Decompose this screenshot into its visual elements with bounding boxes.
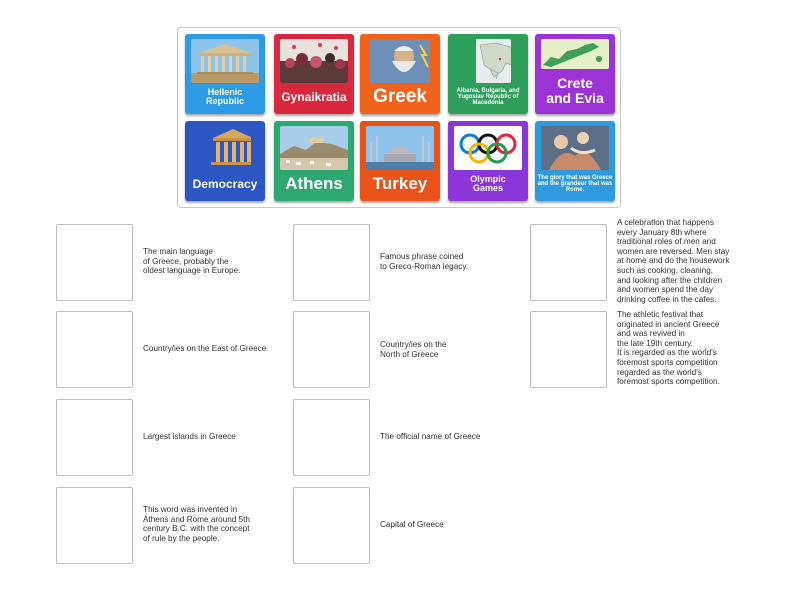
democracy-image — [199, 126, 251, 170]
card-label: Athens — [285, 174, 343, 194]
card-greek[interactable] — [360, 34, 440, 114]
clue-democracy-word: This word was invented in Athens and Rome around 5th century B.C. with the concept of rule by the people. — [143, 505, 250, 543]
map-image — [465, 39, 511, 83]
zeus-image — [370, 39, 430, 83]
clue-main-language: The main language of Greece, probably the oldest language in Europe. — [143, 247, 241, 276]
clue-official-name: The official name of Greece — [380, 432, 481, 441]
card-turkey[interactable] — [360, 121, 440, 201]
clue-gynaikratia-celebration: A celebration that happens every January 8th where traditional roles of men and women are reversed. Men stay at home and do the housework such as cooking, cleaning, and looking after the children and women spend the day drinking coffee in the cafes. — [617, 218, 730, 304]
card-label: Greek — [373, 86, 427, 108]
painting-image — [541, 126, 609, 170]
card-label: Turkey — [372, 174, 428, 194]
card-label: Olympic Games — [470, 173, 506, 193]
card-label: Gynaikratia — [281, 89, 347, 104]
drop-slot-6[interactable] — [293, 311, 370, 388]
card-label: Albania, Bulgaria, and Yugoslav Republic of Macedonia — [456, 87, 520, 107]
clue-athletic-festival: The athletic festival that originated in ancient Greece and was revived in the late 19th century. It is regarded as the world's foremost sports competition regarded as the world's foremost sports competition. — [617, 310, 720, 387]
card-glory-of-greece[interactable] — [535, 121, 615, 201]
drop-slot-4[interactable] — [56, 487, 133, 564]
drop-slot-3[interactable] — [56, 399, 133, 476]
island-map-image — [541, 39, 609, 69]
card-athens[interactable] — [274, 121, 354, 201]
clue-famous-phrase: Famous phrase coined to Greco-Roman legacy. — [380, 252, 469, 271]
card-label: Democracy — [192, 176, 258, 191]
crowd-image — [280, 39, 348, 83]
card-crete-evia[interactable] — [535, 34, 615, 114]
mosque-image — [366, 126, 434, 170]
card-label: The glory that was Greece and the grandeur that was Rome. — [537, 174, 613, 194]
clue-capital: Capital of Greece — [380, 520, 444, 529]
card-democracy[interactable] — [185, 121, 265, 201]
card-olympic-games[interactable] — [448, 121, 528, 201]
drop-slot-9[interactable] — [530, 224, 607, 301]
card-albania-bulgaria[interactable] — [448, 34, 528, 114]
clue-largest-islands: Largest islands in Greece — [143, 432, 236, 441]
card-label: Hellenic Republic — [205, 86, 244, 106]
drop-slot-7[interactable] — [293, 399, 370, 476]
drop-slot-10[interactable] — [530, 311, 607, 388]
athens-image — [280, 126, 348, 170]
drop-slot-5[interactable] — [293, 224, 370, 301]
drop-slot-8[interactable] — [293, 487, 370, 564]
parthenon-image — [191, 39, 259, 83]
drop-slot-1[interactable] — [56, 224, 133, 301]
card-hellenic-republic[interactable] — [185, 34, 265, 114]
olympic-rings-image — [454, 126, 522, 170]
drop-slot-2[interactable] — [56, 311, 133, 388]
card-label: Crete and Evia — [546, 75, 604, 106]
clue-east-country: Country/ies on the East of Greece — [143, 344, 267, 353]
clue-north-country: Country/ies on the North of Greece — [380, 340, 447, 359]
card-gynaikratia[interactable] — [274, 34, 354, 114]
